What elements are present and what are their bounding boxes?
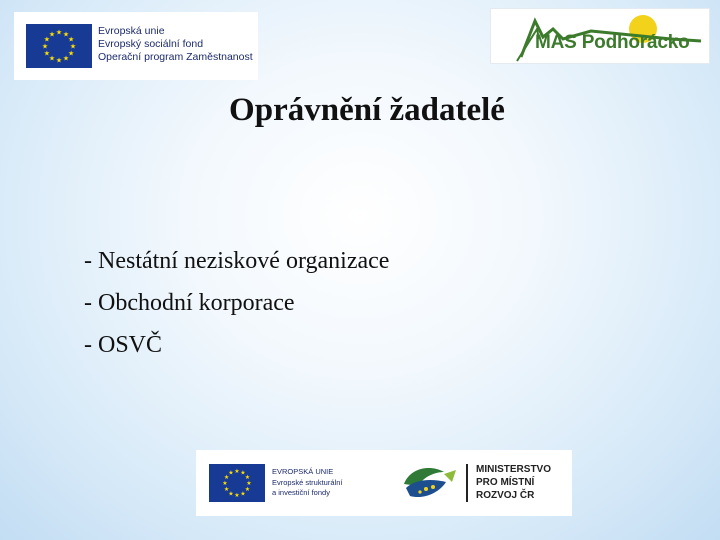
eu-star-icon: ★ — [244, 475, 251, 482]
mas-podhoracko-logo — [490, 8, 710, 64]
eu-star-icon: ★ — [240, 470, 246, 477]
eu-star-icon: ★ — [48, 30, 56, 39]
eu-star-icon: ★ — [48, 54, 56, 63]
eu-esif-logo-text — [272, 467, 342, 499]
footer-logo-strip — [196, 450, 572, 516]
list-item: - OSVČ — [84, 332, 163, 358]
eu-star-icon: ★ — [228, 470, 234, 477]
mmr-logo-line: ROZVOJ ČR — [476, 490, 535, 501]
applicant-list — [84, 240, 389, 366]
list-item: - Nestátní neziskové organizace — [84, 248, 390, 274]
eu-esf-logo — [14, 12, 258, 80]
eu-star-icon: ★ — [43, 49, 51, 58]
eu-star-icon: ★ — [222, 481, 228, 488]
eu-logo-line: EVROPSKÁ UNIE — [272, 467, 334, 476]
mmr-logo-text — [476, 463, 551, 502]
eu-logo-line: a investiční fondy — [272, 488, 330, 497]
eu-star-icon: ★ — [62, 54, 70, 63]
eu-star-icon: ★ — [234, 493, 240, 500]
eu-flag-icon — [26, 24, 92, 68]
eu-esf-logo-text — [98, 25, 253, 64]
mmr-logo-line: MINISTERSTVO — [476, 464, 552, 475]
eu-star-icon: ★ — [55, 28, 63, 37]
eu-star-icon: ★ — [62, 30, 70, 39]
mmr-logo-line: PRO MÍSTNÍ — [476, 477, 535, 488]
eu-star-icon: ★ — [240, 491, 246, 498]
eu-star-icon: ★ — [246, 481, 252, 488]
eu-star-icon: ★ — [43, 35, 51, 44]
eu-star-icon: ★ — [234, 469, 240, 476]
mmr-emblem-icon — [400, 462, 460, 504]
slide-title: Oprávnění žadatelé — [229, 92, 505, 128]
eu-star-icon: ★ — [228, 491, 234, 498]
eu-star-icon: ★ — [67, 35, 75, 44]
eu-star-icon: ★ — [67, 49, 75, 58]
list-item: - Obchodní korporace — [84, 290, 295, 316]
mmr-divider — [466, 464, 468, 502]
eu-star-icon: ★ — [69, 42, 77, 51]
eu-star-icon: ★ — [55, 56, 63, 65]
eu-logo-line: Evropský sociální fond — [98, 38, 204, 51]
eu-star-icon: ★ — [223, 475, 230, 482]
eu-logo-line: Evropské strukturální — [272, 477, 343, 487]
mas-logo-text: MAS Podhorácko — [535, 32, 690, 53]
eu-logo-line: Evropská unie — [98, 25, 165, 37]
eu-star-icon: ★ — [244, 487, 251, 494]
eu-logo-line: Operační program Zaměstnanost — [98, 51, 253, 64]
eu-star-icon: ★ — [41, 42, 49, 51]
eu-star-icon: ★ — [223, 487, 230, 494]
eu-flag-icon — [209, 464, 265, 502]
